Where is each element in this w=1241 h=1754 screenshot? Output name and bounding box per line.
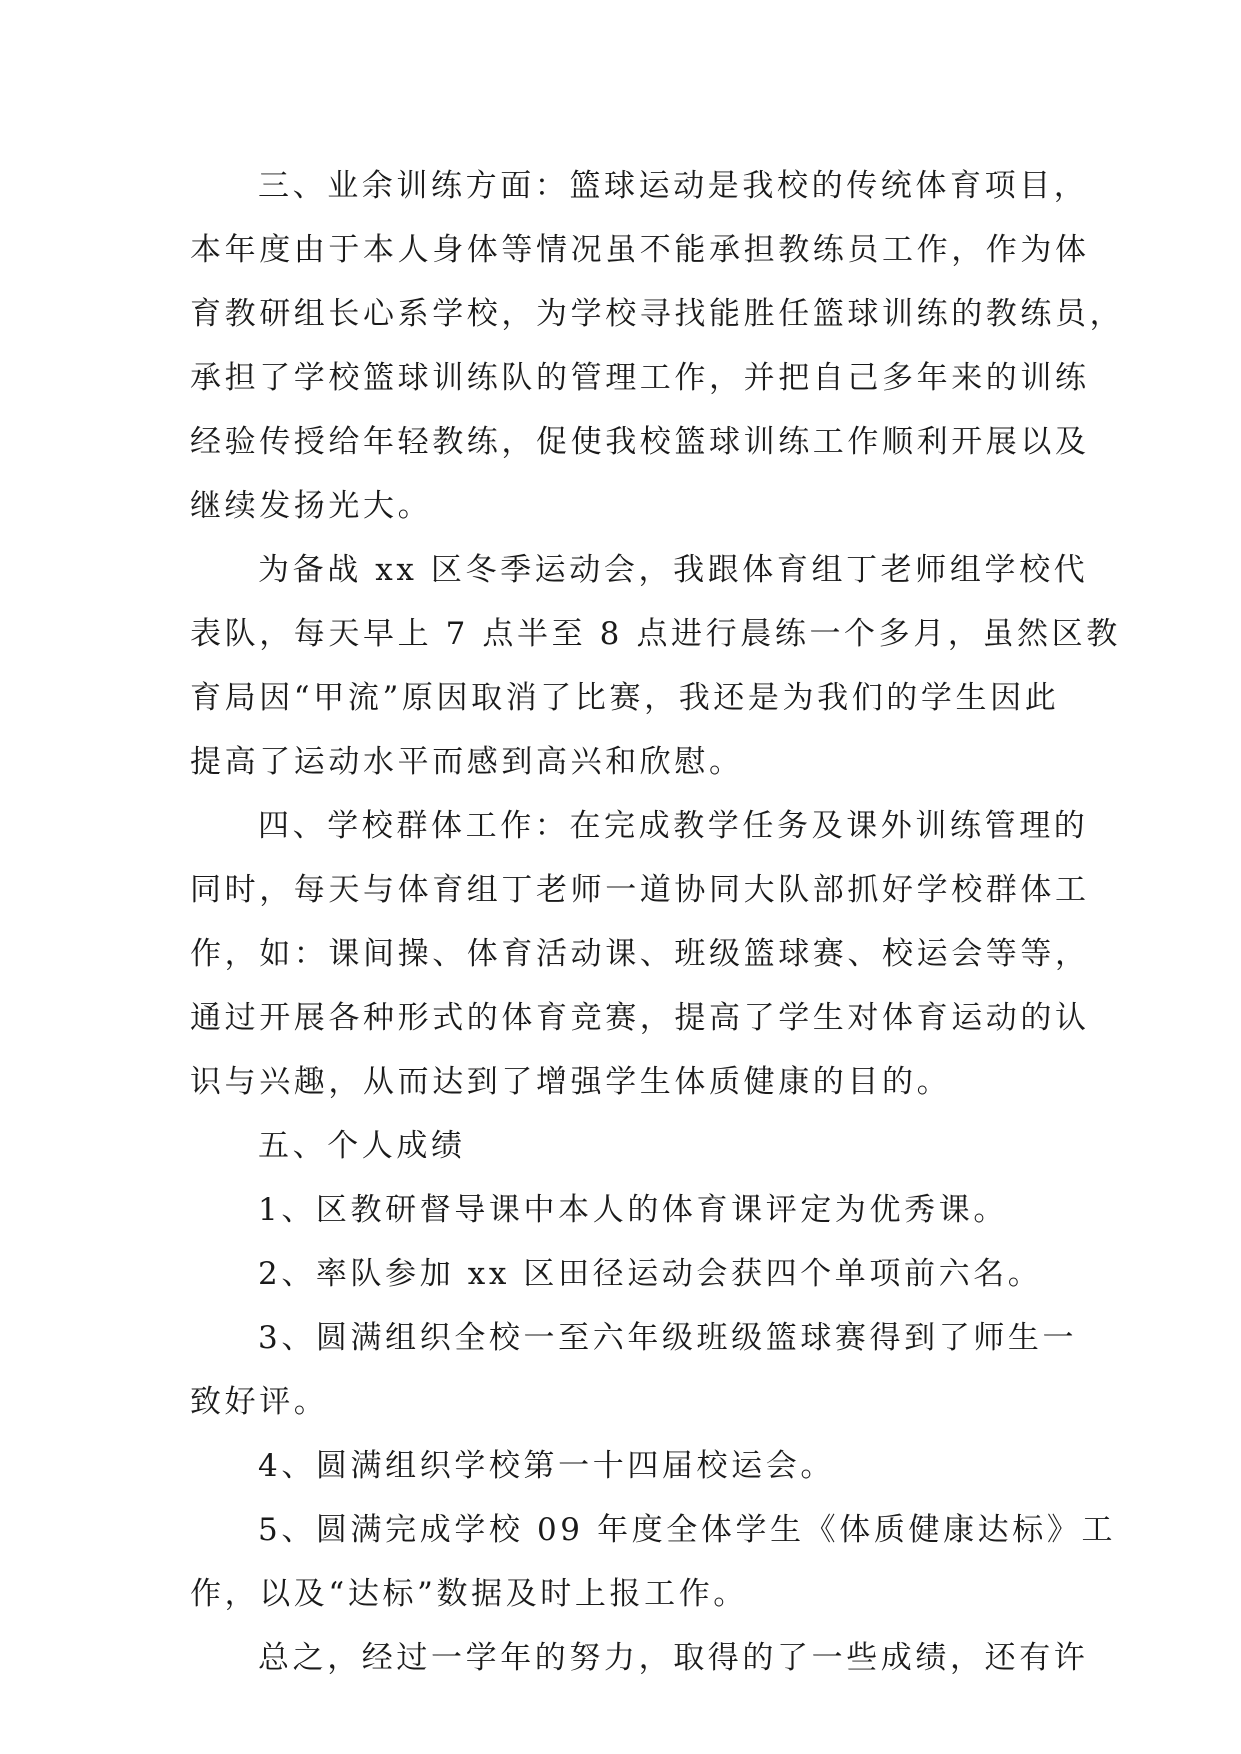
text-line: 同时，每天与体育组丁老师一道协同大队部抓好学校群体工 — [190, 872, 1090, 908]
text-line: 4、圆满组织学校第一十四届校运会。 — [258, 1448, 835, 1484]
paragraph — [190, 1114, 1060, 1178]
document-page — [190, 154, 1125, 1690]
paragraph — [190, 538, 1121, 794]
text-line: 育局因“甲流”原因取消了比赛，我还是为我们的学生因此 — [190, 680, 1060, 716]
text-line: 三、业余训练方面：篮球运动是我校的传统体育项目， — [258, 168, 1089, 204]
text-line: 提高了运动水平而感到高兴和欣慰。 — [190, 744, 744, 780]
text-line: 经验传授给年轻教练，促使我校篮球训练工作顺利开展以及 — [190, 424, 1090, 460]
text-line: 继续发扬光大。 — [190, 488, 433, 524]
text-line: 四、学校群体工作：在完成教学任务及课外训练管理的 — [258, 808, 1089, 844]
text-line: 致好评。 — [190, 1384, 329, 1420]
text-line: 3、圆满组织全校一至六年级班级篮球赛得到了师生一 — [258, 1320, 1078, 1356]
paragraph — [190, 1306, 1078, 1434]
text-line: 本年度由于本人身体等情况虽不能承担教练员工作，作为体 — [190, 232, 1090, 268]
paragraph — [190, 154, 1125, 538]
text-line: 作，以及“达标”数据及时上报工作。 — [190, 1576, 748, 1612]
text-line: 识与兴趣，从而达到了增强学生体质健康的目的。 — [190, 1064, 952, 1100]
paragraph — [190, 794, 1090, 1114]
text-line: 五、个人成绩 — [258, 1128, 466, 1164]
text-line: 5、圆满完成学校 09 年度全体学生《体质健康达标》工 — [258, 1512, 1117, 1548]
paragraph — [190, 1498, 1117, 1626]
text-line: 总之，经过一学年的努力，取得的了一些成绩，还有许 — [258, 1640, 1089, 1676]
text-line: 承担了学校篮球训练队的管理工作，并把自己多年来的训练 — [190, 360, 1090, 396]
text-line: 2、率队参加 xx 区田径运动会获四个单项前六名。 — [258, 1256, 1043, 1292]
paragraph — [190, 1242, 1060, 1306]
paragraph — [190, 1626, 1089, 1690]
text-line: 表队，每天早上 7 点半至 8 点进行晨练一个多月，虽然区教 — [190, 616, 1121, 652]
text-line: 通过开展各种形式的体育竞赛，提高了学生对体育运动的认 — [190, 1000, 1090, 1036]
text-line: 育教研组长心系学校，为学校寻找能胜任篮球训练的教练员， — [190, 296, 1125, 332]
paragraph — [190, 1434, 1060, 1498]
text-line: 1、区教研督导课中本人的体育课评定为优秀课。 — [258, 1192, 1008, 1228]
text-line: 为备战 xx 区冬季运动会，我跟体育组丁老师组学校代 — [258, 552, 1089, 588]
text-line: 作，如：课间操、体育活动课、班级篮球赛、校运会等等， — [190, 936, 1090, 972]
paragraph — [190, 1178, 1060, 1242]
